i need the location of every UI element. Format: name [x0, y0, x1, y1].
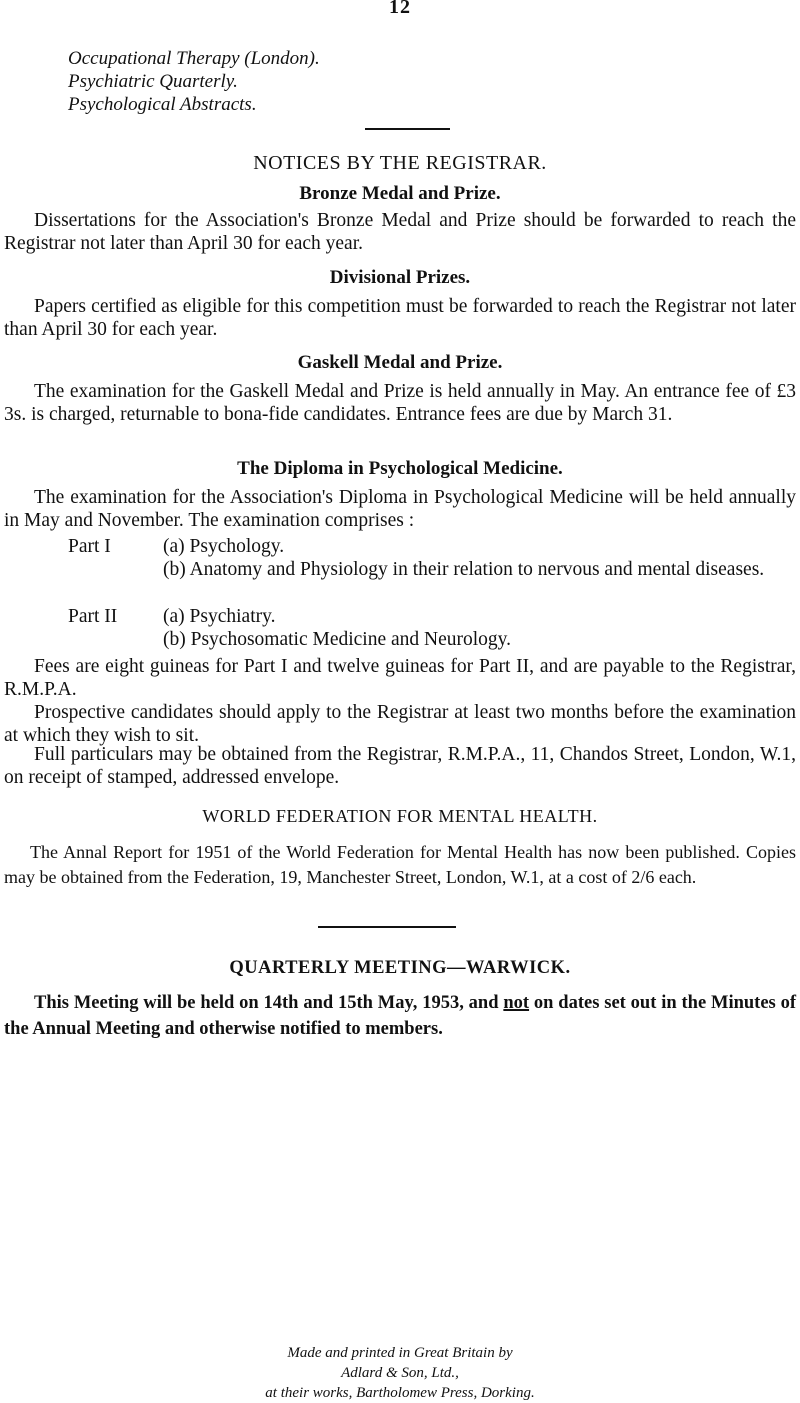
section-divider [318, 926, 456, 928]
imprint-line: Made and printed in Great Britain by [287, 1345, 513, 1361]
journal-entry: Psychological Abstracts. [68, 94, 257, 115]
diploma-heading: The Diploma in Psychological Medicine. [237, 458, 563, 479]
not-emphasis: not [503, 993, 530, 1013]
quarterly-meeting-text: This Meeting will be held on 14th and 15th May, 1953, and not on dates set out in the Minutes of the Annual Meeting and otherwise notified to members. [4, 993, 797, 1039]
journal-entry: Occupational Therapy (London). [68, 48, 320, 69]
imprint-line: Adlard & Son, Ltd., [341, 1365, 459, 1381]
part-label: Part II [68, 606, 118, 627]
part-label: Part I [68, 536, 111, 557]
quarterly-meeting-title: QUARTERLY MEETING—WARWICK. [229, 958, 571, 978]
divisional-prizes-text: Papers certified as eligible for this competition must be forwarded to reach the Registrar not later than April 30 for each year. [4, 296, 796, 340]
part-item: (b) Anatomy and Physiology in their relation to nervous and mental diseases. [163, 559, 765, 580]
gaskell-medal-text: The examination for the Gaskell Medal and Prize is held annually in May. An entrance fee of £3 3s. is charged, returnable to bona-fide candidates. Entrance fees are due by March 31. [4, 381, 796, 425]
imprint-line: at their works, Bartholomew Press, Dorking. [265, 1385, 535, 1401]
journal-entry: Psychiatric Quarterly. [68, 71, 238, 92]
diploma-particulars: Full particulars may be obtained from the Registrar, R.M.P.A., 11, Chandos Street, London, W.1, on receipt of stamped, addressed envelope. [4, 744, 796, 788]
wfmh-title: WORLD FEDERATION FOR MENTAL HEALTH. [202, 806, 598, 826]
bronze-medal-text: Dissertations for the Association's Bronze Medal and Prize should be forwarded to reach the Registrar not later than April 30 for each year. [4, 210, 796, 254]
diploma-prospective: Prospective candidates should apply to the Registrar at least two months before the examination at which they wish to sit. [4, 702, 796, 746]
gaskell-medal-heading: Gaskell Medal and Prize. [297, 352, 503, 373]
part-item: (b) Psychosomatic Medicine and Neurology. [163, 629, 512, 650]
part-item: (a) Psychology. [163, 536, 285, 557]
diploma-fees: Fees are eight guineas for Part I and twelve guineas for Part II, and are payable to the Registrar, R.M.P.A. [4, 656, 796, 700]
bronze-medal-heading: Bronze Medal and Prize. [299, 183, 501, 204]
page-number: 12 [389, 0, 411, 18]
part-item: (a) Psychiatry. [163, 606, 276, 627]
diploma-intro: The examination for the Association's Diploma in Psychological Medicine will be held annually in May and November. The examination comprises : [4, 487, 796, 531]
section-divider [365, 128, 450, 130]
divisional-prizes-heading: Divisional Prizes. [329, 267, 471, 288]
wfmh-text: The Annal Report for 1951 of the World Federation for Mental Health has now been published. Copies may be obtained from the Federation, 19, Manchester Street, London, W.1, at a cost of 2/6 each. [4, 842, 796, 887]
notices-title: NOTICES BY THE REGISTRAR. [253, 152, 547, 174]
